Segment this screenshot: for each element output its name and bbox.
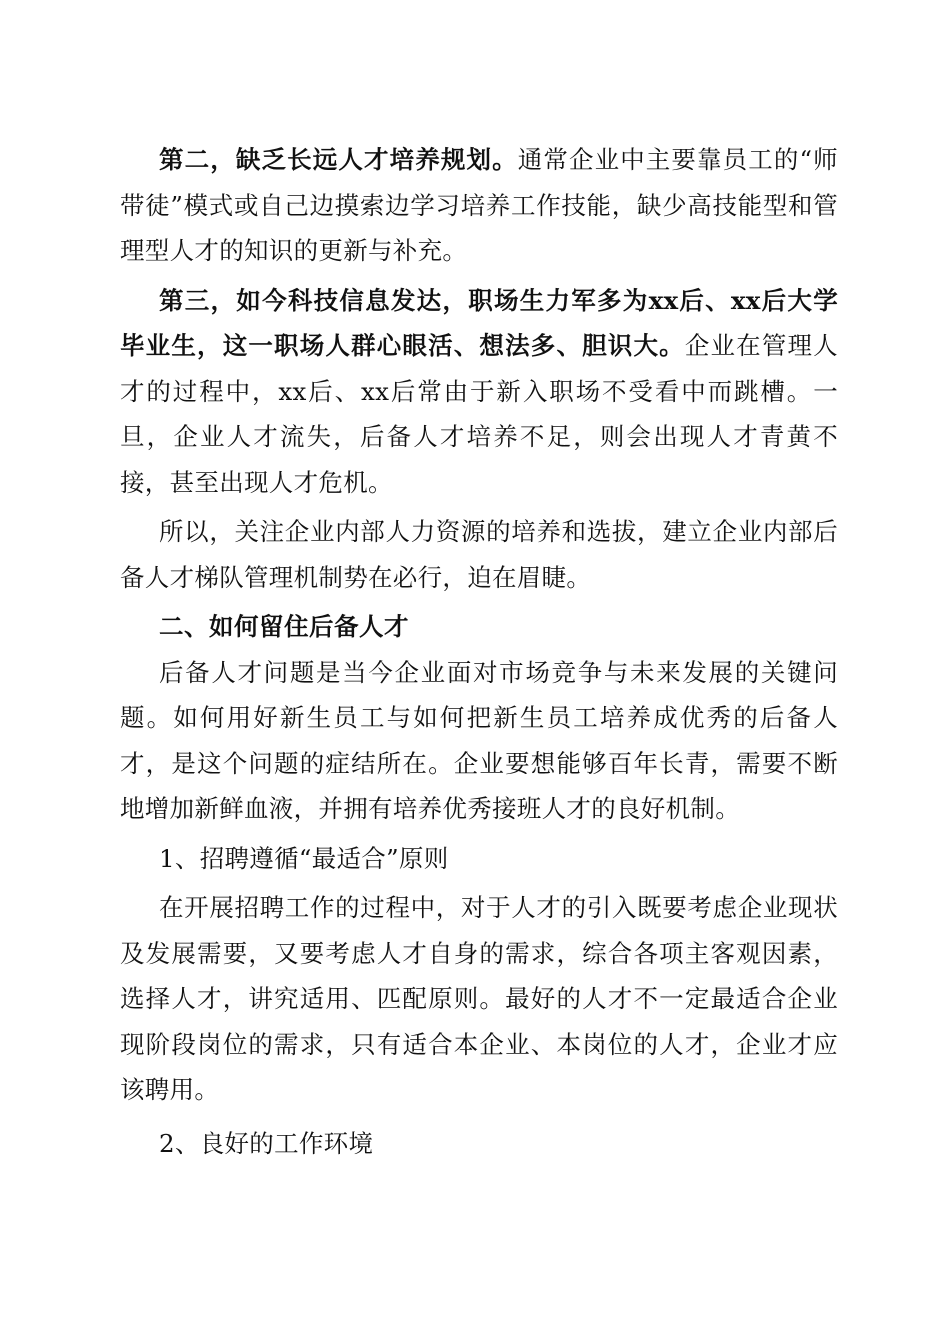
paragraph-reserve-talent: 后备人才问题是当今企业面对市场竞争与未来发展的关键问题。如何用好新生员工与如何把新生员工培养成优秀的后备人才，是这个问题的症结所在。企业要想能够百年长青，需要不断地增加新鲜血液，并拥有培养优秀接班人才的良好机制。 bbox=[120, 657, 838, 823]
subsection-heading-environment: 2、良好的工作环境 bbox=[159, 1128, 374, 1158]
paragraph-recruitment: 在开展招聘工作的过程中，对于人才的引入既要考虑企业现状及发展需要，又要考虑人才自身的需求，综合各项主客观因素，选择人才，讲究适用、匹配原则。最好的人才不一定最适合企业现阶段岗位的需求，只有适合本企业、本岗位的人才，企业才应该聘用。 bbox=[120, 893, 838, 1104]
paragraph-talent-planning bbox=[120, 137, 838, 274]
paragraph-young-workforce bbox=[120, 278, 838, 506]
paragraph-body: 通常企业中主要靠员工的“师带徒”模式或自己边摸索边学习培养工作技能，缺少高技能型和管理型人才的知识的更新与补充。 bbox=[120, 145, 838, 265]
paragraph-lead-bold: 第二，缺乏长远人才培养规划。 bbox=[159, 145, 518, 174]
document-page bbox=[120, 137, 838, 1166]
section-heading: 二、如何留住后备人才 bbox=[159, 612, 409, 641]
paragraph-lead-bold: 第三，如今科技信息发达，职场生力军多为xx后、xx后大学毕业生，这一职场人群心眼活、想法多、胆识大。 bbox=[120, 285, 838, 360]
paragraph-body: 企业在管理人才的过程中，xx后、xx后常由于新入职场不受看中而跳槽。一旦，企业人才流失，后备人才培养不足，则会出现人才青黄不接，甚至出现人才危机。 bbox=[120, 331, 838, 497]
subsection-heading-recruitment: 1、招聘遵循“最适合”原则 bbox=[159, 843, 449, 873]
paragraph-conclusion: 所以，关注企业内部人力资源的培养和选拔，建立企业内部后备人才梯队管理机制势在必行，迫在眉睫。 bbox=[120, 517, 838, 592]
